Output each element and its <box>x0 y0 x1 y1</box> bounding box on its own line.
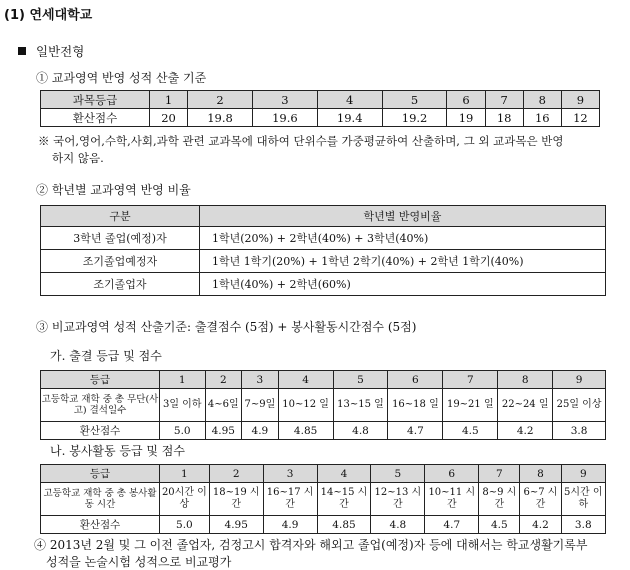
attendance-heading: 가. 출결 등급 및 점수 <box>50 349 162 363</box>
part1-note-line1: ※ 국어,영어,수학,사회,과학 관련 교과목에 대하여 단위수를 가중평균하여 산출하며, 그 외 교과목은 반영 <box>38 134 564 148</box>
hours-cell: 8~9 시간 <box>479 483 520 516</box>
attendance-table <box>40 370 606 440</box>
ratio-value: 1학년(40%) + 2학년(60%) <box>200 273 606 296</box>
ratio-head-category: 구분 <box>41 206 200 227</box>
days-cell: 19~21 일 <box>443 389 498 422</box>
grade-cell: 8 <box>498 371 553 389</box>
attendance-grade-header: 등급 <box>41 371 160 389</box>
ratio-row <box>41 250 606 273</box>
grade-ratio-table <box>40 205 606 296</box>
section-title <box>18 42 84 60</box>
score-row <box>41 109 600 127</box>
hours-cell: 16~17 시간 <box>263 483 317 516</box>
score-cell: 3.8 <box>553 422 606 440</box>
grade-cell: 8 <box>520 465 561 483</box>
ratio-row <box>41 273 606 296</box>
attendance-score-label: 환산점수 <box>41 422 160 440</box>
grade-score-table <box>40 90 600 127</box>
score-cell: 19.8 <box>188 109 253 127</box>
ratio-label: 조기졸업자 <box>41 273 200 296</box>
score-cell: 4.5 <box>479 516 520 534</box>
grade-cell: 2 <box>205 371 242 389</box>
part1-note-line2: 하지 않음. <box>52 151 104 165</box>
days-cell: 10~12 일 <box>278 389 333 422</box>
days-cell: 22~24 일 <box>498 389 553 422</box>
score-cell: 3.8 <box>561 516 605 534</box>
part3-heading: ③ 비교과영역 성적 산출기준: 출결점수 (5점) + 봉사활동시간점수 (5점) <box>36 320 417 334</box>
part4-line1: ④ 2013년 2월 및 그 이전 졸업자, 검정고시 합격자와 해외고 졸업(예정)자 등에 대해서는 학교생활기록부 <box>34 538 588 552</box>
hours-cell: 14~15 시간 <box>317 483 371 516</box>
grade-cell: 4 <box>317 465 371 483</box>
score-cell: 4.85 <box>278 422 333 440</box>
score-cell: 12 <box>561 109 599 127</box>
grade-cell: 7 <box>443 371 498 389</box>
grade-cell: 5 <box>333 371 388 389</box>
score-cell: 19.6 <box>252 109 317 127</box>
score-cell: 4.95 <box>209 516 263 534</box>
score-cell: 19 <box>447 109 485 127</box>
score-cell: 18 <box>485 109 523 127</box>
part1-heading: ① 교과영역 반영 성적 산출 기준 <box>36 71 207 85</box>
ratio-value: 1학년(20%) + 2학년(40%) + 3학년(40%) <box>200 227 606 250</box>
grade-cell: 8 <box>523 91 561 109</box>
hours-cell: 6~7 시간 <box>520 483 561 516</box>
attendance-score-row <box>41 422 606 440</box>
score-cell: 4.9 <box>263 516 317 534</box>
grade-cell: 3 <box>263 465 317 483</box>
grade-cell: 6 <box>425 465 479 483</box>
hours-cell: 10~11 시간 <box>425 483 479 516</box>
volunteer-heading: 나. 봉사활동 등급 및 점수 <box>50 444 185 458</box>
volunteer-score-label: 환산점수 <box>41 516 160 534</box>
attendance-days-row <box>41 389 606 422</box>
grade-cell: 5 <box>382 91 447 109</box>
volunteer-hours-row <box>41 483 606 516</box>
university-title: (1) 연세대학교 <box>4 8 93 23</box>
section-title-text: 일반전형 <box>36 44 85 59</box>
ratio-row <box>41 227 606 250</box>
score-cell: 4.85 <box>317 516 371 534</box>
volunteer-hours-label: 고등학교 재학 중 총 봉사활동 시간 <box>41 483 160 516</box>
grade-cell: 9 <box>561 91 599 109</box>
part2-heading: ② 학년별 교과영역 반영 비율 <box>36 183 191 197</box>
grade-cell: 6 <box>447 91 485 109</box>
grade-cell: 5 <box>371 465 425 483</box>
days-cell: 25일 이상 <box>553 389 606 422</box>
score-cell: 5.0 <box>160 516 210 534</box>
days-cell: 4~6일 <box>205 389 242 422</box>
grade-row <box>41 91 600 109</box>
volunteer-grade-header: 등급 <box>41 465 160 483</box>
score-cell: 4.9 <box>242 422 279 440</box>
score-cell: 4.8 <box>333 422 388 440</box>
grade-row-header: 과목등급 <box>41 91 150 109</box>
part4-line2: 성적을 논술시험 성적으로 비교평가 <box>46 555 232 569</box>
grade-cell: 6 <box>388 371 443 389</box>
score-cell: 19.2 <box>382 109 447 127</box>
ratio-label: 3학년 졸업(예정)자 <box>41 227 200 250</box>
ratio-head-row <box>41 206 606 227</box>
hours-cell: 18~19 시간 <box>209 483 263 516</box>
grade-cell: 4 <box>278 371 333 389</box>
grade-cell: 1 <box>160 371 206 389</box>
score-cell: 4.7 <box>388 422 443 440</box>
days-cell: 3일 이하 <box>160 389 206 422</box>
volunteer-table <box>40 464 606 534</box>
volunteer-score-row <box>41 516 606 534</box>
days-cell: 7~9일 <box>242 389 279 422</box>
score-cell: 20 <box>150 109 188 127</box>
grade-cell: 7 <box>485 91 523 109</box>
score-cell: 4.5 <box>443 422 498 440</box>
grade-cell: 9 <box>553 371 606 389</box>
score-cell: 4.2 <box>498 422 553 440</box>
score-cell: 4.8 <box>371 516 425 534</box>
score-cell: 4.7 <box>425 516 479 534</box>
grade-cell: 1 <box>160 465 210 483</box>
score-cell: 16 <box>523 109 561 127</box>
grade-cell: 4 <box>317 91 382 109</box>
absence-days-label: 고등학교 재학 중 총 무단(사고) 결석일수 <box>41 389 160 422</box>
grade-cell: 2 <box>209 465 263 483</box>
days-cell: 16~18 일 <box>388 389 443 422</box>
attendance-grade-row <box>41 371 606 389</box>
score-cell: 19.4 <box>317 109 382 127</box>
hours-cell: 5시간 이하 <box>561 483 605 516</box>
score-row-header: 환산점수 <box>41 109 150 127</box>
grade-cell: 3 <box>242 371 279 389</box>
hours-cell: 20시간 이상 <box>160 483 210 516</box>
score-cell: 4.95 <box>205 422 242 440</box>
volunteer-grade-row <box>41 465 606 483</box>
score-cell: 4.2 <box>520 516 561 534</box>
ratio-value: 1학년 1학기(20%) + 1학년 2학기(40%) + 2학년 1학기(40%) <box>200 250 606 273</box>
grade-cell: 2 <box>188 91 253 109</box>
score-cell: 5.0 <box>160 422 206 440</box>
ratio-head-ratio: 학년별 반영비율 <box>200 206 606 227</box>
grade-cell: 3 <box>252 91 317 109</box>
grade-cell: 7 <box>479 465 520 483</box>
ratio-label: 조기졸업예정자 <box>41 250 200 273</box>
days-cell: 13~15 일 <box>333 389 388 422</box>
grade-cell: 1 <box>150 91 188 109</box>
hours-cell: 12~13 시간 <box>371 483 425 516</box>
grade-cell: 9 <box>561 465 605 483</box>
square-bullet-icon <box>18 47 26 55</box>
